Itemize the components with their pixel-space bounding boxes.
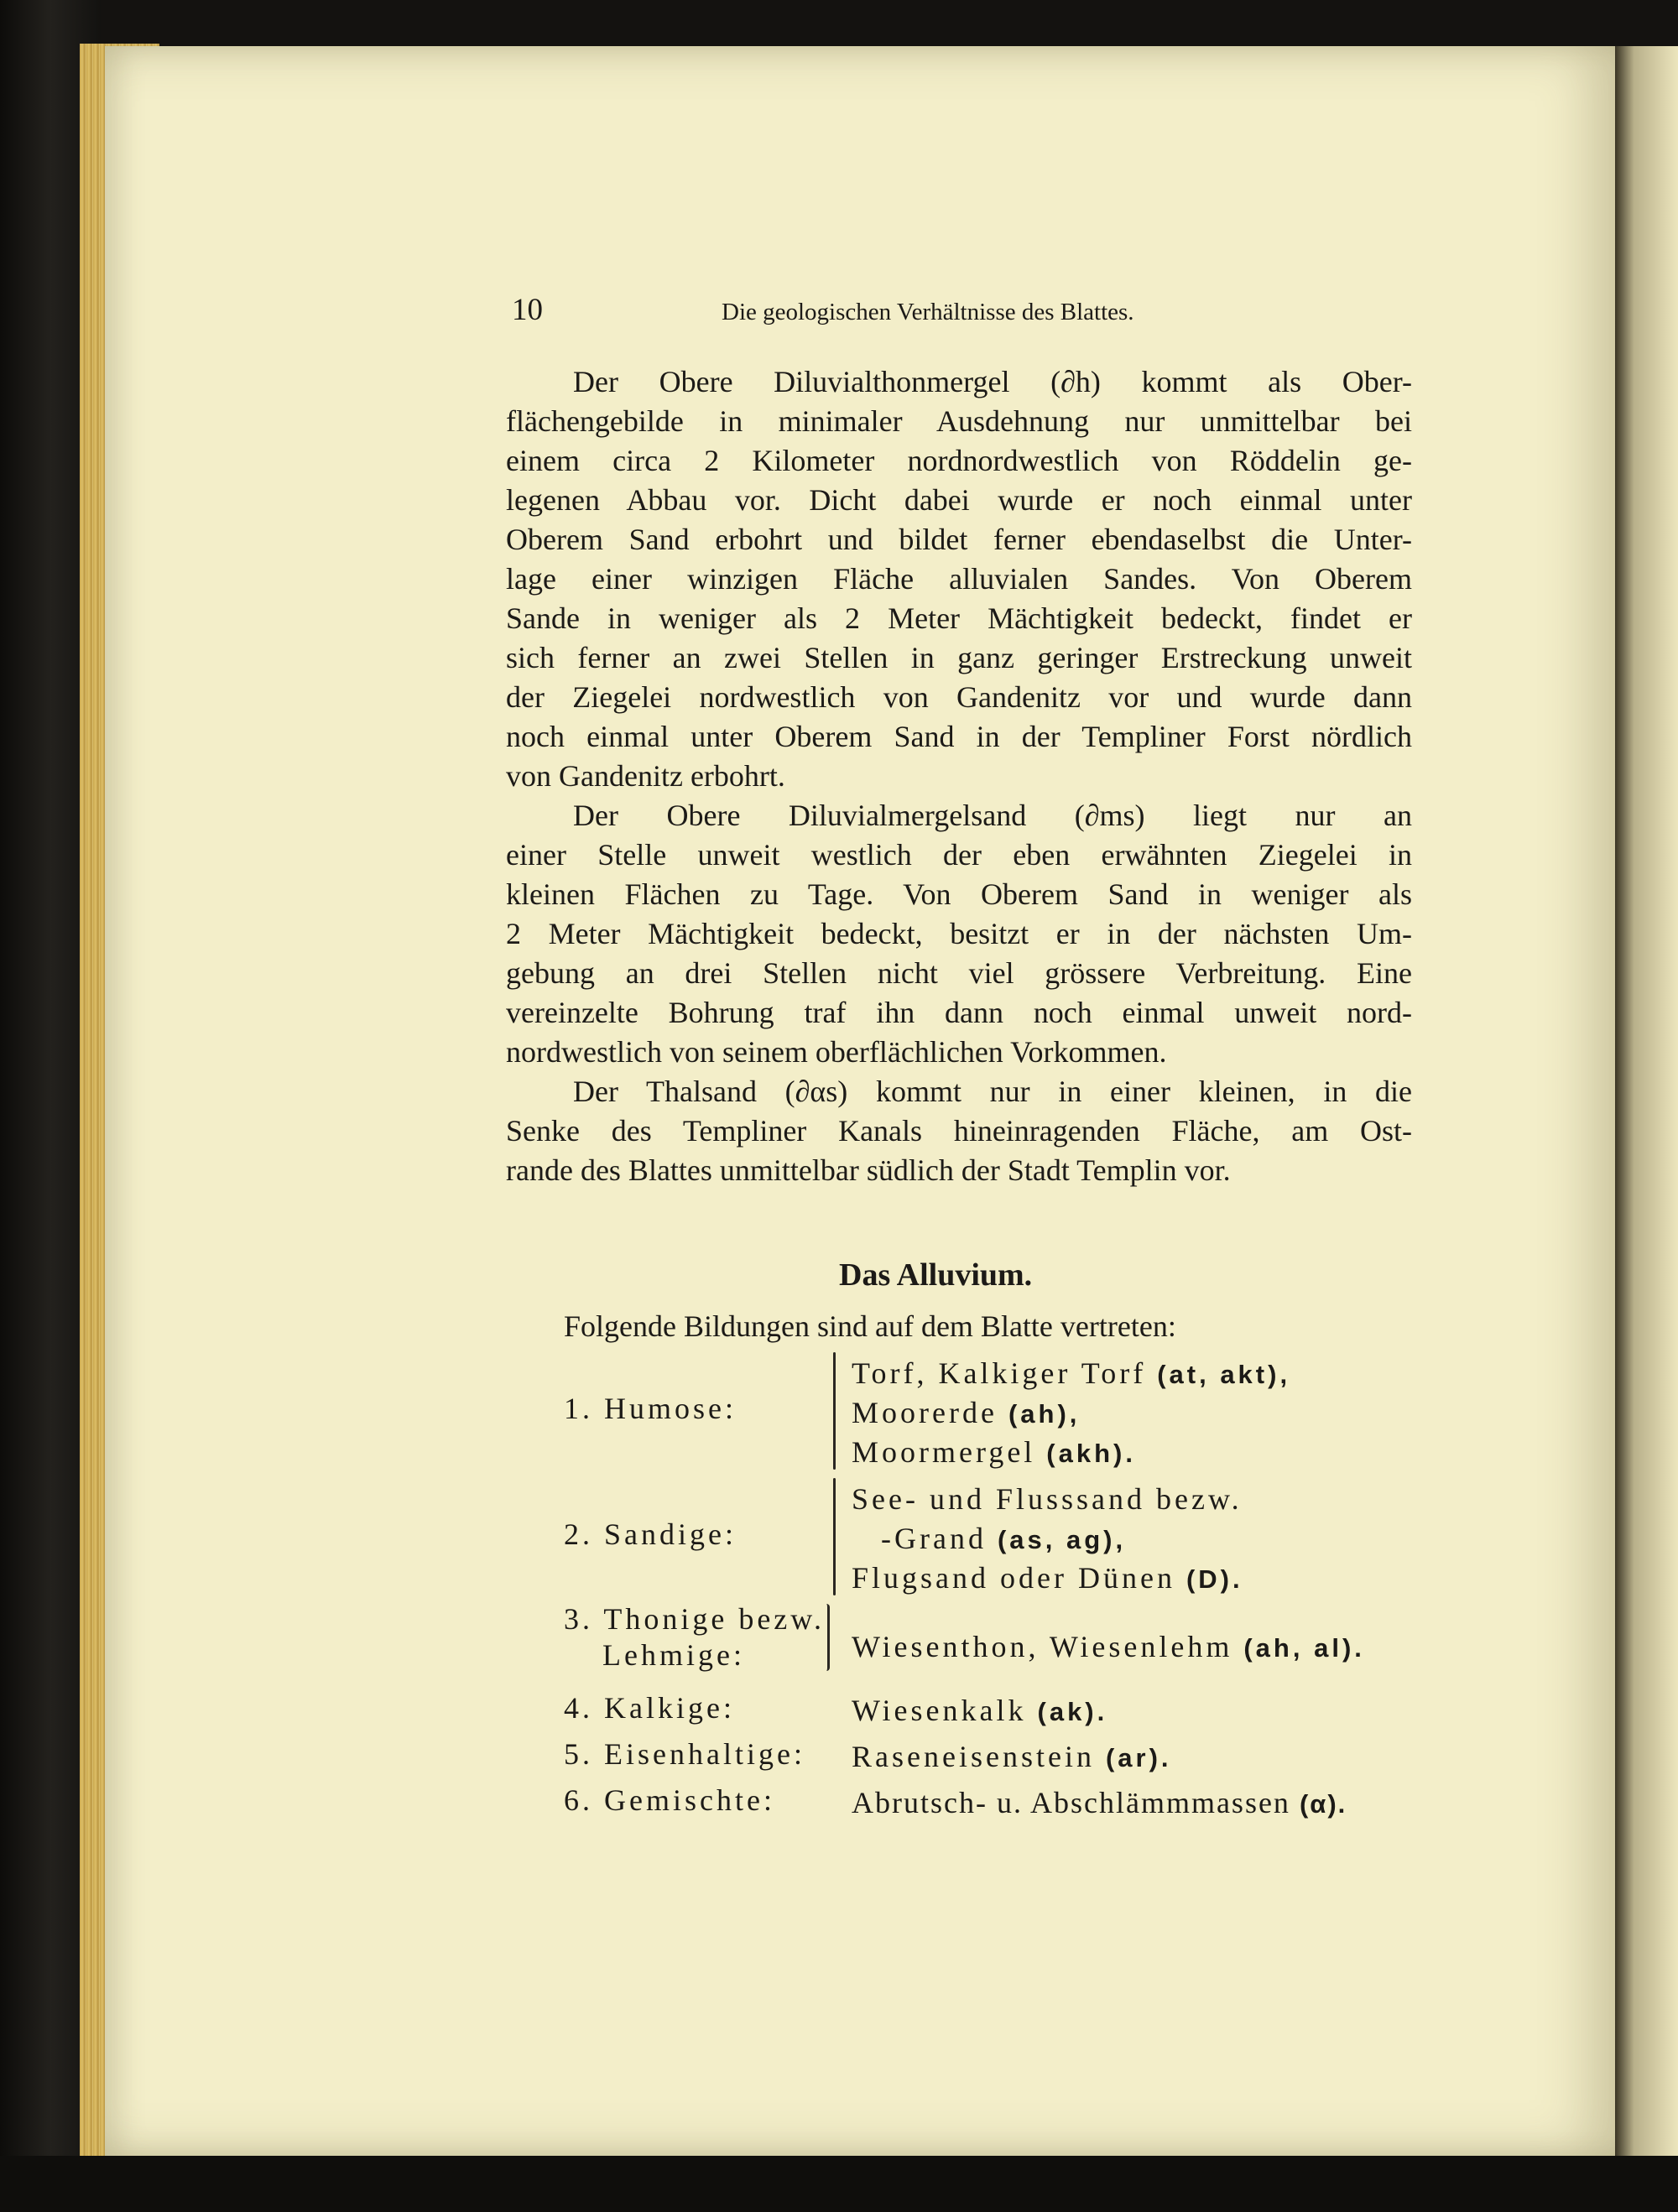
category-sandige: 2. Sandige: [564, 1517, 737, 1551]
gemischte-item: Abrutsch- u. Abschlämmmassen (α). [852, 1786, 1347, 1819]
text-line: 2 Meter Mächtigkeit bedeckt, besitzt er in der nächsten Um- [506, 917, 1412, 950]
section-heading: Das Alluvium. [839, 1257, 1033, 1293]
humose-item-3: Moormergel (akh). [852, 1435, 1136, 1469]
text-line: sich ferner an zwei Stellen in ganz geringer Erstreckung unweit [506, 641, 1412, 674]
text-line: der Ziegelei nordwestlich von Gandenitz vor und wurde dann [506, 680, 1412, 714]
brace-sandige [833, 1478, 836, 1595]
text-line: einem circa 2 Kilometer nordnordwestlich von Röddelin ge- [506, 444, 1412, 477]
section-intro: Folgende Bildungen sind auf dem Blatte vertreten: [564, 1309, 1176, 1343]
text-line: Sande in weniger als 2 Meter Mächtigkeit bedeckt, findet er [506, 601, 1412, 635]
text-line: kleinen Flächen zu Tage. Von Oberem Sand in weniger als [506, 877, 1412, 911]
category-eisenhaltige: 5. Eisenhaltige: [564, 1737, 805, 1771]
text-line: Der Obere Diluvialthonmergel (∂h) kommt als Ober- [573, 365, 1412, 398]
category-lehmige: Lehmige: [602, 1638, 745, 1672]
thonige-item: Wiesenthon, Wiesenlehm (ah, al). [852, 1630, 1365, 1663]
text-line: Der Thalsand (∂αs) kommt nur in einer kleinen, in die [573, 1075, 1412, 1108]
text-line: rande des Blattes unmittelbar südlich der Stadt Templin vor. [506, 1153, 1231, 1187]
brace-thonige [822, 1604, 830, 1671]
page-number: 10 [512, 293, 543, 327]
sandige-item-2: -Grand (as, ag), [881, 1522, 1127, 1555]
text-line: nordwestlich von seinem oberflächlichen Vorkommen. [506, 1035, 1167, 1069]
bottom-background [0, 2156, 1678, 2212]
text-line: von Gandenitz erbohrt. [506, 759, 785, 793]
text-line: legenen Abbau vor. Dicht dabei wurde er noch einmal unter [506, 483, 1412, 517]
brace-humose [833, 1352, 836, 1470]
text-line: noch einmal unter Oberem Sand in der Templiner Forst nördlich [506, 720, 1412, 753]
kalkige-item: Wiesenkalk (ak). [852, 1694, 1108, 1727]
humose-item-1: Torf, Kalkiger Torf (at, akt), [852, 1356, 1291, 1390]
text-line: lage einer winzigen Fläche alluvialen Sandes. Von Oberem [506, 562, 1412, 596]
humose-item-2: Moorerde (ah), [852, 1396, 1081, 1429]
category-humose: 1. Humose: [564, 1392, 737, 1425]
adjacent-page-edge [1615, 46, 1678, 2168]
category-thonige: 3. Thonige bezw. [564, 1602, 825, 1636]
text-line: Oberem Sand erbohrt und bildet ferner ebendaselbst die Unter- [506, 523, 1412, 556]
text-line: vereinzelte Bohrung traf ihn dann noch einmal unweit nord- [506, 996, 1412, 1029]
sandige-item-1: See- und Flusssand bezw. [852, 1482, 1243, 1516]
text-line: Der Obere Diluvialmergelsand (∂ms) liegt nur an [573, 799, 1412, 832]
eisenhaltige-item: Raseneisenstein (ar). [852, 1740, 1172, 1773]
category-kalkige: 4. Kalkige: [564, 1691, 735, 1725]
sandige-item-3: Flugsand oder Dünen (D). [852, 1561, 1243, 1595]
text-line: einer Stelle unweit westlich der eben erwähnten Ziegelei in [506, 838, 1412, 872]
text-line: Senke des Templiner Kanals hineinragenden Fläche, am Ost- [506, 1114, 1412, 1148]
category-gemischte: 6. Gemischte: [564, 1783, 775, 1817]
text-line: flächengebilde in minimaler Ausdehnung nur unmittelbar bei [506, 404, 1412, 438]
text-line: gebung an drei Stellen nicht viel grössere Verbreitung. Eine [506, 956, 1412, 990]
running-title: Die geologischen Verhältnisse des Blattes. [722, 299, 1134, 325]
